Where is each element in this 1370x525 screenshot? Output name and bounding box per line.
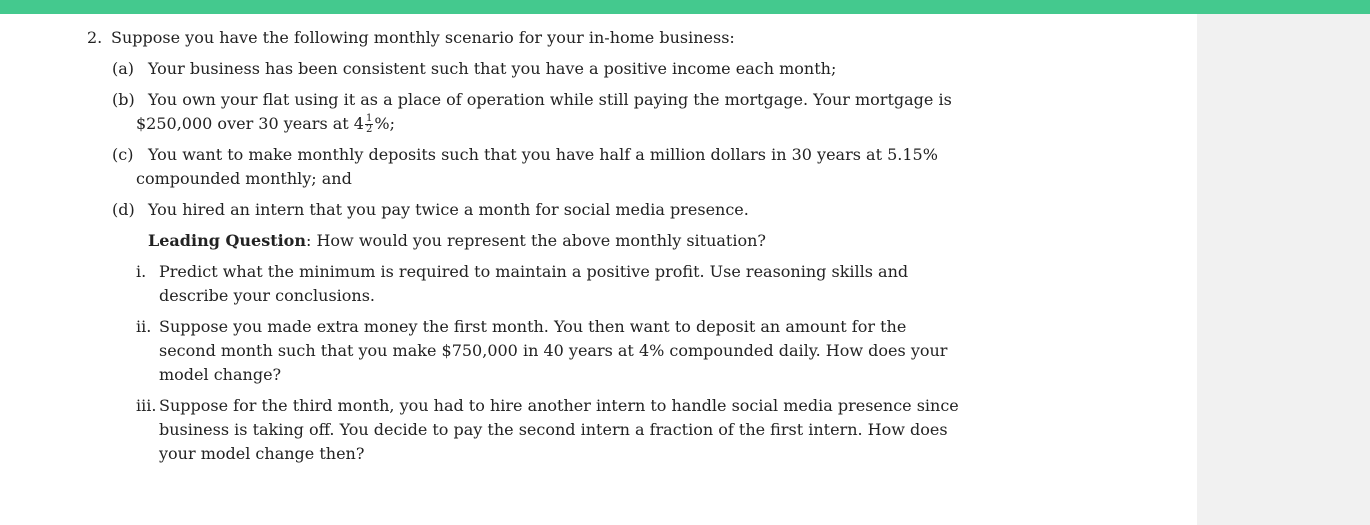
fraction-one-half: $\frac{1}{2}$ [365, 113, 373, 135]
leading-question: Leading Question: How would you represent the above monthly situation? [148, 231, 766, 250]
item-text-c-line2: compounded monthly; and [136, 169, 352, 188]
subitem-text-ii-line1: Suppose you made extra money the first month. You then want to deposit an amount for the [159, 317, 907, 336]
item-text-b-line1: You own your flat using it as a place of operation while still paying the mortgage. Your mortgage is [148, 90, 952, 109]
item-text-a: Your business has been consistent such that you have a positive income each month; [148, 59, 837, 78]
item-label-c: (c) [112, 145, 134, 164]
subitem-text-iii-line1: Suppose for the third month, you had to hire another intern to handle social media presence since [159, 396, 959, 415]
problem-number: 2. [87, 28, 103, 47]
item-label-a: (a) [112, 59, 135, 78]
subitem-text-iii-line2: business is taking off. You decide to pay the second intern a fraction of the first intern. How does [159, 420, 948, 439]
problem-intro: Suppose you have the following monthly scenario for your in-home business: [111, 28, 735, 47]
top-accent-bar [0, 0, 1370, 14]
subitem-text-ii-line3: model change? [159, 365, 282, 384]
subitem-text-ii-line2: second month such that you make $750,000 in 40 years at 4% compounded daily. How does your [159, 341, 948, 360]
item-text-c-line1: You want to make monthly deposits such that you have half a million dollars in 30 years at 5.15% [148, 145, 938, 164]
subitem-label-ii: ii. [136, 317, 152, 336]
item-label-b: (b) [112, 90, 135, 109]
subitem-label-i: i. [136, 262, 147, 281]
leading-question-label: Leading Question [148, 231, 306, 250]
subitem-text-i-line2: describe your conclusions. [159, 286, 375, 305]
item-text-b-line2: $250,000 over 30 years at 4 $\frac{1}{2}$ %; [136, 113, 395, 135]
subitem-text-i-line1: Predict what the minimum is required to maintain a positive profit. Use reasoning skills and [159, 262, 909, 281]
comment-sidebar [1197, 14, 1370, 525]
item-label-d: (d) [112, 200, 135, 219]
item-text-d: You hired an intern that you pay twice a month for social media presence. [148, 200, 749, 219]
subitem-label-iii: iii. [136, 396, 157, 415]
subitem-text-iii-line3: your model change then? [159, 444, 365, 463]
